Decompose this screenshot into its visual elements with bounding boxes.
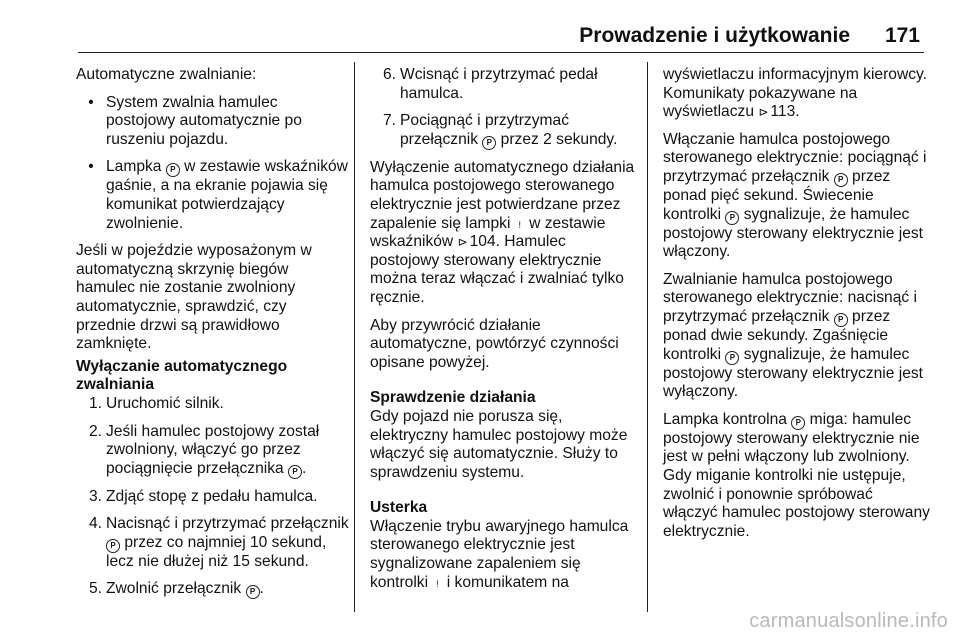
- bullet-dot: •: [88, 93, 94, 111]
- page-number: 171: [884, 24, 920, 47]
- parking-brake-icon: P: [725, 211, 739, 225]
- page-reference-arrow-icon: ⊳: [457, 235, 468, 250]
- parking-brake-icon: P: [288, 465, 302, 479]
- paragraph-post: 113.: [770, 103, 800, 121]
- step-text-pre: Nacisnąć i przytrzymać przełącznik: [106, 515, 349, 533]
- paragraph-pre: Wyłączenie automatycznego działania hamulca postojowego sterowanego elektrycznie jest potwierdzane przez zapalenie się lampki: [370, 158, 635, 232]
- step-number: 5.: [88, 580, 102, 598]
- paragraph: Gdy pojazd nie porusza się, elektryczny hamulec postojowy może włączyć się automatycznie. Służy to sprawdzeniu systemu.: [370, 407, 628, 481]
- bullet-item: [76, 94, 350, 150]
- step-text: Uruchomić silnik.: [106, 394, 224, 412]
- parking-brake-icon: P: [834, 313, 848, 327]
- bullet-text-post: w zestawie wskaźników gaśnie, a na ekranie pojawia się komunikat potwierdzający zwolnienie.: [106, 158, 348, 232]
- watermark: carmanualsonline.info: [749, 610, 948, 632]
- paragraph: [663, 66, 931, 122]
- paragraph-pre: Włączanie hamulca postojowego sterowanego elektrycznie: pociągnąć i przytrzymać przełącznik: [663, 130, 927, 185]
- paragraph: [370, 159, 638, 308]
- bullet-text: System zwalnia hamulec postojowy automatycznie po ruszeniu pojazdu.: [106, 93, 302, 148]
- step-text-post: .: [259, 580, 264, 598]
- step-text-post: .: [302, 459, 307, 477]
- bullet-dot: •: [88, 158, 94, 176]
- paragraph-pre: wyświetlaczu informacyjnym kierowcy. Komunikaty pokazywane na wyświetlaczu: [663, 66, 927, 121]
- paragraph: [663, 131, 931, 262]
- parking-brake-icon: P: [106, 539, 120, 553]
- step-item: [76, 488, 350, 507]
- paragraph-post: sygnalizuje, że hamulec postojowy sterowany elektrycznie jest wyłączony.: [663, 345, 924, 401]
- step-number: 1.: [88, 394, 102, 412]
- bullet-text-pre: Lampka: [106, 158, 166, 176]
- paragraph-mid: w zestawie wskaźników: [370, 214, 606, 251]
- paragraph-pre: Zwalnianie hamulca postojowego sterowanego elektrycznie: nacisnąć i przytrzymać przełącznik: [663, 270, 917, 325]
- step-number: 3.: [88, 487, 102, 505]
- parking-brake-icon: P: [834, 173, 848, 187]
- step-text-pre: Jeśli hamulec postojowy został zwolniony, włączyć go przez pociągnięcie przełącznika: [106, 422, 320, 477]
- header-rule: [78, 52, 924, 53]
- step-text-post: przez 2 sekundy.: [496, 130, 618, 148]
- step-item: [76, 515, 350, 571]
- column-1: [76, 66, 350, 608]
- paragraph-pre: Włączenie trybu awaryjnego hamulca sterowanego elektrycznie jest sygnalizowane zapaleniem się kontrolki: [370, 517, 629, 591]
- section-heading: Sprawdzenie działania: [370, 389, 536, 407]
- section-heading: Usterka: [370, 499, 428, 517]
- step-text: Zdjąć stopę z pedału hamulca.: [106, 487, 318, 505]
- paragraph: [663, 411, 931, 542]
- step-item: [370, 112, 638, 150]
- paragraph-mid: przez ponad dwie sekundy. Zgaśnięcie kontrolki: [663, 307, 891, 363]
- step-item: [76, 580, 350, 599]
- parking-brake-icon: P: [482, 136, 496, 150]
- paragraph-post: 104. Hamulec postojowy sterowany elektrycznie można teraz włączać i zwalniać tylko ręcznie.: [370, 233, 624, 306]
- column-divider-2: [647, 62, 648, 612]
- parking-brake-icon: P: [246, 585, 260, 599]
- parking-brake-icon: P: [166, 163, 180, 177]
- paragraph-post: sygnalizuje, że hamulec postojowy sterowany elektrycznie jest włączony.: [663, 205, 924, 261]
- step-item: [76, 395, 350, 414]
- step-text-pre: Zwolnić przełącznik: [106, 580, 246, 598]
- bullet-item: [76, 158, 350, 233]
- column-divider-1: [354, 62, 355, 612]
- step-item: [76, 423, 350, 479]
- brake-warning-icon: !: [436, 578, 439, 589]
- indicator-lamp-icon: !: [518, 219, 522, 230]
- column-2: [370, 66, 638, 601]
- step-number: 4.: [88, 515, 102, 533]
- paragraph: [370, 518, 638, 592]
- paragraph: Jeśli w pojeździe wyposażonym w automatyczną skrzynię biegów hamulec nie zostanie zwolniony automatycznie, sprawdzić, czy przednie drzwi są prawidłowo zamknięte.: [76, 242, 312, 353]
- paragraph: [663, 271, 931, 402]
- intro-text: Automatyczne zwalnianie:: [76, 66, 257, 83]
- paragraph: Aby przywrócić działanie automatyczne, powtórzyć czynności opisane powyżej.: [370, 316, 619, 371]
- paragraph-mid: przez ponad pięć sekund. Świecenie kontrolki: [663, 167, 891, 223]
- paragraph-post: miga: hamulec postojowy sterowany elektrycznie nie jest w pełni włączony lub zwolniony. Gdy miganie kontrolki nie ustępuje, zwolnić i ponownie spróbować włączyć hamulec postojowy sterowany elektrycznie.: [663, 410, 930, 540]
- page-title: Prowadzenie i użytkowanie: [579, 24, 850, 47]
- step-text-post: przez co najmniej 10 sekund, lecz nie dłużej niż 15 sekund.: [106, 533, 327, 570]
- section-heading: Wyłączanie automatycznego zwalniania: [76, 357, 288, 394]
- step-number: 7.: [382, 112, 396, 130]
- step-item: [370, 66, 638, 103]
- step-text: Wcisnąć i przytrzymać pedał hamulca.: [400, 66, 598, 102]
- step-number: 2.: [88, 422, 102, 440]
- parking-brake-icon: P: [725, 351, 739, 365]
- paragraph-pre: Lampka kontrolna: [663, 410, 792, 428]
- page-header: [0, 0, 960, 50]
- step-number: 6.: [382, 66, 396, 83]
- page-reference-arrow-icon: ⊳: [758, 105, 769, 120]
- paragraph-post: i komunikatem na: [442, 573, 569, 591]
- parking-brake-icon: P: [791, 416, 805, 430]
- step-text-pre: Pociągnąć i przytrzymać przełącznik: [400, 112, 569, 148]
- column-3: [663, 66, 931, 550]
